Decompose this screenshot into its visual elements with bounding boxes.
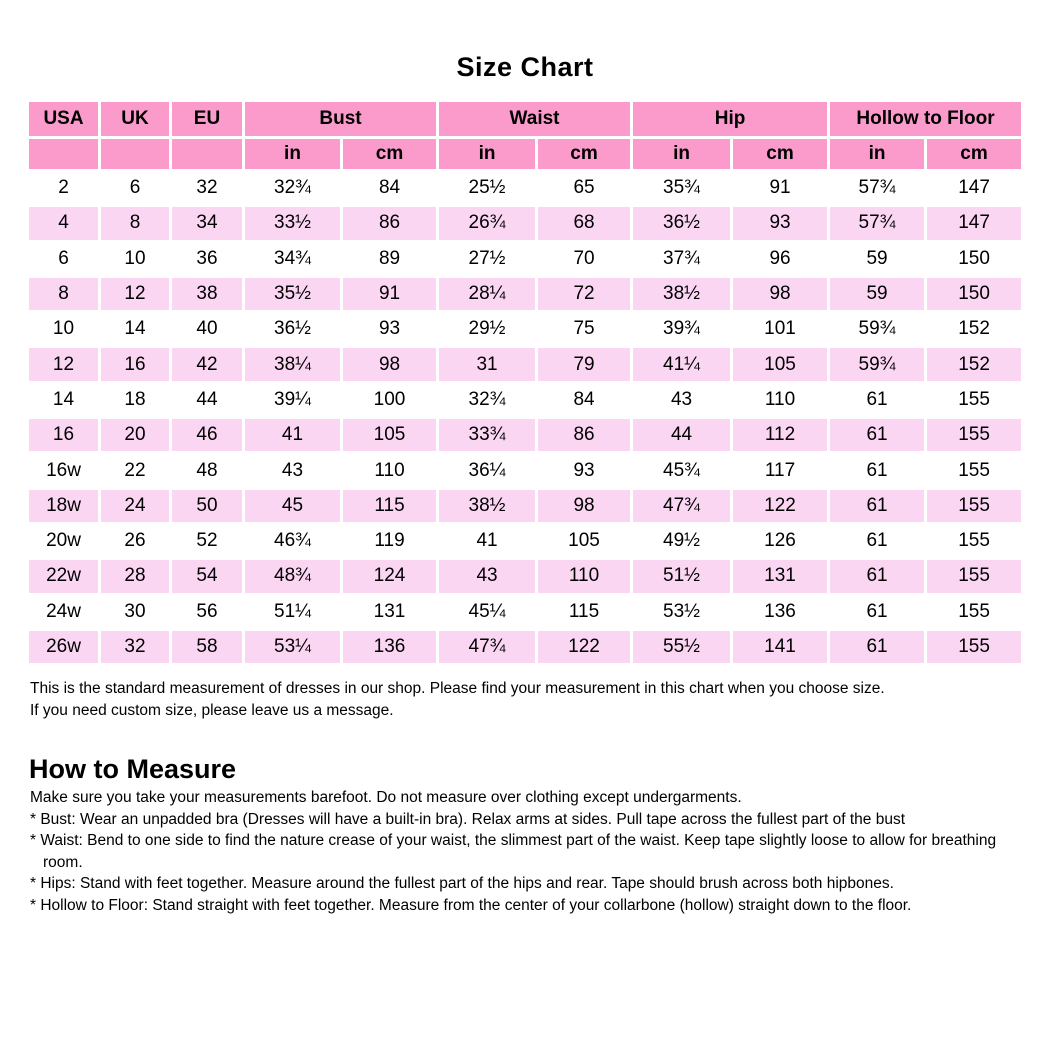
size-cell: 31: [439, 348, 535, 380]
size-cell: 49½: [633, 525, 730, 557]
group-header-row: [29, 102, 1021, 136]
size-cell: 36½: [245, 313, 340, 345]
size-cell: 24w: [29, 596, 98, 628]
size-cell: 100: [343, 384, 436, 416]
size-cell: 40: [172, 313, 242, 345]
size-cell: 150: [927, 278, 1021, 310]
size-cell: 57¾: [830, 172, 924, 204]
size-cell: 46¾: [245, 525, 340, 557]
measure-item-bust: * Bust: Wear an unpadded bra (Dresses will have a built-in bra). Relax arms at sides. Pull tape across the fullest part of the bust: [30, 810, 906, 828]
size-cell: 36¼: [439, 454, 535, 486]
size-cell: 155: [927, 631, 1021, 663]
size-cell: 12: [101, 278, 169, 310]
size-cell: 27½: [439, 243, 535, 275]
size-chart-body: [29, 172, 1021, 663]
size-cell: 58: [172, 631, 242, 663]
size-cell: 54: [172, 560, 242, 592]
size-cell: 22w: [29, 560, 98, 592]
size-cell: 131: [343, 596, 436, 628]
size-cell: 36½: [633, 207, 730, 239]
size-cell: 117: [733, 454, 827, 486]
unit-header-blank: [29, 139, 98, 169]
size-cell: 33½: [245, 207, 340, 239]
col-header-waist: Waist: [439, 102, 630, 136]
table-row: [29, 596, 1021, 628]
unit-header-hip-cm: cm: [733, 139, 827, 169]
size-cell: 22: [101, 454, 169, 486]
size-cell: 44: [172, 384, 242, 416]
size-cell: 45: [245, 490, 340, 522]
size-cell: 45¼: [439, 596, 535, 628]
measure-item-hollow-to-floor: * Hollow to Floor: Stand straight with feet together. Measure from the center of your collarbone (hollow) straight down to the floor.: [30, 896, 912, 914]
size-cell: 86: [538, 419, 630, 451]
size-cell: 98: [733, 278, 827, 310]
size-cell: 155: [927, 384, 1021, 416]
size-cell: 55½: [633, 631, 730, 663]
size-cell: 152: [927, 313, 1021, 345]
size-cell: 84: [343, 172, 436, 204]
size-cell: 72: [538, 278, 630, 310]
size-cell: 56: [172, 596, 242, 628]
size-cell: 61: [830, 384, 924, 416]
unit-header-waist-in: in: [439, 139, 535, 169]
size-cell: 122: [733, 490, 827, 522]
table-row: [29, 348, 1021, 380]
size-cell: 30: [101, 596, 169, 628]
size-cell: 141: [733, 631, 827, 663]
size-cell: 59¾: [830, 348, 924, 380]
size-cell: 44: [633, 419, 730, 451]
size-cell: 34: [172, 207, 242, 239]
size-cell: 46: [172, 419, 242, 451]
size-cell: 96: [733, 243, 827, 275]
size-cell: 2: [29, 172, 98, 204]
col-header-eu: EU: [172, 102, 242, 136]
size-cell: 93: [538, 454, 630, 486]
measure-item-waist: * Waist: Bend to one side to find the nature crease of your waist, the slimmest part of the waist. Keep tape slightly loose to allow for breathing room.: [30, 832, 997, 871]
table-row: [29, 454, 1021, 486]
size-cell: 147: [927, 207, 1021, 239]
size-cell: 155: [927, 454, 1021, 486]
size-cell: 28: [101, 560, 169, 592]
unit-header-hollow-in: in: [830, 139, 924, 169]
col-header-hollow-to-floor: Hollow to Floor: [830, 102, 1021, 136]
size-cell: 16w: [29, 454, 98, 486]
size-cell: 39¾: [633, 313, 730, 345]
size-cell: 155: [927, 596, 1021, 628]
col-header-hip: Hip: [633, 102, 827, 136]
size-cell: 6: [29, 243, 98, 275]
table-row: [29, 525, 1021, 557]
unit-header-bust-in: in: [245, 139, 340, 169]
size-cell: 38¼: [245, 348, 340, 380]
size-cell: 101: [733, 313, 827, 345]
table-row: [29, 207, 1021, 239]
size-cell: 84: [538, 384, 630, 416]
size-cell: 155: [927, 490, 1021, 522]
size-cell: 124: [343, 560, 436, 592]
table-row: [29, 419, 1021, 451]
size-cell: 8: [101, 207, 169, 239]
size-cell: 75: [538, 313, 630, 345]
page-title: Size Chart: [456, 52, 594, 82]
unit-header-waist-cm: cm: [538, 139, 630, 169]
col-header-uk: UK: [101, 102, 169, 136]
size-cell: 79: [538, 348, 630, 380]
size-cell: 26: [101, 525, 169, 557]
size-cell: 152: [927, 348, 1021, 380]
size-cell: 38½: [439, 490, 535, 522]
size-cell: 10: [29, 313, 98, 345]
size-cell: 136: [343, 631, 436, 663]
size-cell: 70: [538, 243, 630, 275]
size-cell: 105: [538, 525, 630, 557]
table-row: [29, 631, 1021, 663]
size-cell: 89: [343, 243, 436, 275]
size-cell: 98: [343, 348, 436, 380]
size-cell: 35¾: [633, 172, 730, 204]
size-cell: 126: [733, 525, 827, 557]
size-cell: 61: [830, 596, 924, 628]
size-cell: 38: [172, 278, 242, 310]
size-cell: 37¾: [633, 243, 730, 275]
size-cell: 155: [927, 560, 1021, 592]
unit-header-hollow-cm: cm: [927, 139, 1021, 169]
size-cell: 57¾: [830, 207, 924, 239]
size-cell: 32: [172, 172, 242, 204]
size-cell: 32¾: [439, 384, 535, 416]
size-cell: 38½: [633, 278, 730, 310]
size-cell: 115: [538, 596, 630, 628]
size-cell: 28¼: [439, 278, 535, 310]
size-cell: 16: [29, 419, 98, 451]
size-cell: 115: [343, 490, 436, 522]
unit-header-blank: [172, 139, 242, 169]
size-cell: 86: [343, 207, 436, 239]
size-cell: 6: [101, 172, 169, 204]
size-cell: 61: [830, 490, 924, 522]
size-cell: 29½: [439, 313, 535, 345]
size-cell: 105: [343, 419, 436, 451]
size-cell: 93: [343, 313, 436, 345]
size-cell: 59: [830, 243, 924, 275]
size-cell: 61: [830, 560, 924, 592]
size-cell: 43: [439, 560, 535, 592]
size-cell: 61: [830, 525, 924, 557]
note-line-2: If you need custom size, please leave us a message.: [30, 702, 394, 720]
size-cell: 51½: [633, 560, 730, 592]
size-cell: 112: [733, 419, 827, 451]
size-cell: 61: [830, 631, 924, 663]
size-cell: 18: [101, 384, 169, 416]
standard-measurement-note: [30, 678, 998, 722]
size-cell: 110: [343, 454, 436, 486]
unit-header-row: [29, 139, 1021, 169]
size-cell: 53¼: [245, 631, 340, 663]
size-cell: 59¾: [830, 313, 924, 345]
size-cell: 10: [101, 243, 169, 275]
size-cell: 48: [172, 454, 242, 486]
size-cell: 65: [538, 172, 630, 204]
size-cell: 91: [343, 278, 436, 310]
size-cell: 61: [830, 454, 924, 486]
size-cell: 8: [29, 278, 98, 310]
size-cell: 24: [101, 490, 169, 522]
size-cell: 45¾: [633, 454, 730, 486]
table-row: [29, 172, 1021, 204]
size-cell: 16: [101, 348, 169, 380]
size-cell: 147: [927, 172, 1021, 204]
size-cell: 41: [245, 419, 340, 451]
size-cell: 42: [172, 348, 242, 380]
table-row: [29, 243, 1021, 275]
size-cell: 35½: [245, 278, 340, 310]
size-cell: 41¼: [633, 348, 730, 380]
size-cell: 33¾: [439, 419, 535, 451]
unit-header-hip-in: in: [633, 139, 730, 169]
how-to-measure-instructions: [30, 787, 998, 916]
size-cell: 25½: [439, 172, 535, 204]
size-cell: 32¾: [245, 172, 340, 204]
size-cell: 155: [927, 419, 1021, 451]
size-chart-table: [26, 99, 1024, 666]
table-row: [29, 490, 1021, 522]
size-cell: 32: [101, 631, 169, 663]
table-row: [29, 560, 1021, 592]
size-cell: 122: [538, 631, 630, 663]
col-header-usa: USA: [29, 102, 98, 136]
size-cell: 91: [733, 172, 827, 204]
size-cell: 47¾: [633, 490, 730, 522]
table-row: [29, 384, 1021, 416]
size-cell: 26¾: [439, 207, 535, 239]
size-cell: 68: [538, 207, 630, 239]
size-cell: 50: [172, 490, 242, 522]
size-cell: 93: [733, 207, 827, 239]
size-cell: 150: [927, 243, 1021, 275]
size-cell: 26w: [29, 631, 98, 663]
size-cell: 20: [101, 419, 169, 451]
size-cell: 136: [733, 596, 827, 628]
size-cell: 4: [29, 207, 98, 239]
size-cell: 48¾: [245, 560, 340, 592]
size-cell: 110: [733, 384, 827, 416]
size-cell: 110: [538, 560, 630, 592]
table-row: [29, 313, 1021, 345]
size-cell: 14: [101, 313, 169, 345]
size-cell: 47¾: [439, 631, 535, 663]
size-cell: 14: [29, 384, 98, 416]
size-cell: 119: [343, 525, 436, 557]
size-cell: 43: [245, 454, 340, 486]
size-cell: 12: [29, 348, 98, 380]
size-cell: 98: [538, 490, 630, 522]
measure-intro: Make sure you take your measurements barefoot. Do not measure over clothing except undergarments.: [30, 789, 742, 807]
unit-header-blank: [101, 139, 169, 169]
size-cell: 59: [830, 278, 924, 310]
size-cell: 18w: [29, 490, 98, 522]
size-cell: 34¾: [245, 243, 340, 275]
table-row: [29, 278, 1021, 310]
size-cell: 155: [927, 525, 1021, 557]
size-cell: 20w: [29, 525, 98, 557]
size-cell: 131: [733, 560, 827, 592]
size-cell: 51¼: [245, 596, 340, 628]
size-cell: 52: [172, 525, 242, 557]
size-cell: 43: [633, 384, 730, 416]
measure-item-hips: * Hips: Stand with feet together. Measure around the fullest part of the hips and rear. Tape should brush across both hipbones.: [30, 875, 894, 893]
size-cell: 53½: [633, 596, 730, 628]
size-cell: 39¼: [245, 384, 340, 416]
size-cell: 105: [733, 348, 827, 380]
size-cell: 36: [172, 243, 242, 275]
note-line-1: This is the standard measurement of dresses in our shop. Please find your measurement in this chart when you choose size.: [30, 680, 885, 698]
unit-header-bust-cm: cm: [343, 139, 436, 169]
col-header-bust: Bust: [245, 102, 436, 136]
size-cell: 61: [830, 419, 924, 451]
how-to-measure-heading: How to Measure: [29, 754, 237, 785]
size-cell: 41: [439, 525, 535, 557]
